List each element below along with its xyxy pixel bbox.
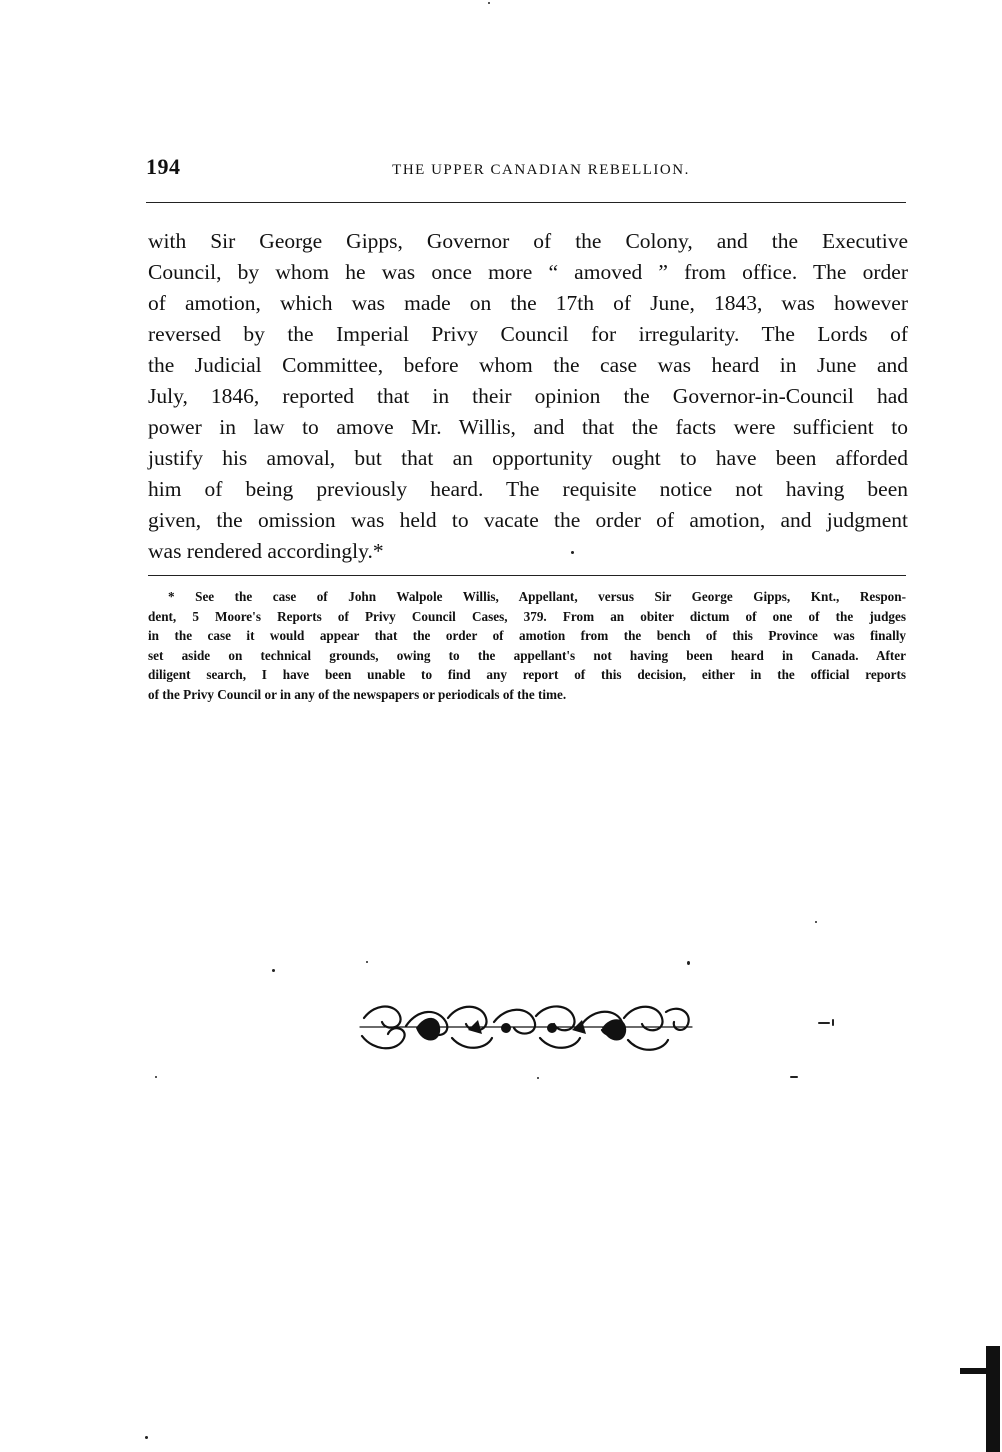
print-speck	[815, 921, 817, 923]
body-line: him of being previously heard. The requisite notice not having been	[148, 477, 908, 501]
body-line: given, the omission was held to vacate the order of amotion, and judgment	[148, 508, 908, 532]
print-speck	[488, 2, 490, 4]
body-line: of amotion, which was made on the 17th of June, 1843, was however	[148, 291, 908, 315]
footnote-line: in the case it would appear that the order of amotion from the bench of this Province was finally	[148, 628, 906, 643]
body-line: justify his amoval, but that an opportunity ought to have been afforded	[148, 446, 908, 470]
print-speck	[366, 961, 368, 963]
footnote-line: of the Privy Council or in any of the newspapers or periodicals of the time.	[148, 686, 567, 702]
body-line: was rendered accordingly.*	[148, 539, 384, 563]
running-head: THE UPPER CANADIAN REBELLION.	[392, 162, 690, 178]
print-speck	[537, 1077, 539, 1079]
print-speck	[818, 1022, 830, 1024]
footnote-rule	[148, 575, 906, 576]
footnote-line: dent, 5 Moore's Reports of Privy Council Cases, 379. From an obiter dictum of one of the judges	[148, 608, 906, 624]
print-speck	[832, 1019, 834, 1026]
page-edge-mark	[960, 1368, 988, 1374]
page-header	[146, 152, 906, 182]
print-speck	[155, 1076, 157, 1078]
print-speck	[145, 1436, 148, 1439]
header-rule	[146, 202, 906, 203]
body-line: reversed by the Imperial Privy Council for irregularity. The Lords of	[148, 322, 908, 346]
print-speck	[687, 961, 690, 965]
ornamental-scroll-icon	[356, 998, 696, 1056]
print-speck	[790, 1076, 798, 1078]
print-speck	[571, 551, 574, 554]
footnote-line: * See the case of John Walpole Willis, Appellant, versus Sir George Gipps, Knt., Respon-	[168, 589, 906, 604]
footnote-line: set aside on technical grounds, owing to the appellant's not having been heard in Canada. After	[148, 647, 906, 663]
body-line: power in law to amove Mr. Willis, and that the facts were sufficient to	[148, 415, 908, 439]
page-edge-mark	[986, 1346, 1000, 1452]
body-paragraph	[148, 226, 908, 567]
footnote	[148, 587, 906, 704]
print-speck	[272, 969, 275, 972]
body-line: the Judicial Committee, before whom the case was heard in June and	[148, 353, 908, 377]
body-line: Council, by whom he was once more “ amoved ” from office. The order	[148, 260, 908, 284]
body-line: with Sir George Gipps, Governor of the Colony, and the Executive	[148, 229, 908, 253]
page-number: 194	[146, 154, 181, 179]
body-line: July, 1846, reported that in their opinion the Governor-in-Council had	[148, 384, 908, 408]
footnote-line: diligent search, I have been unable to find any report of this decision, either in the official reports	[148, 667, 906, 682]
